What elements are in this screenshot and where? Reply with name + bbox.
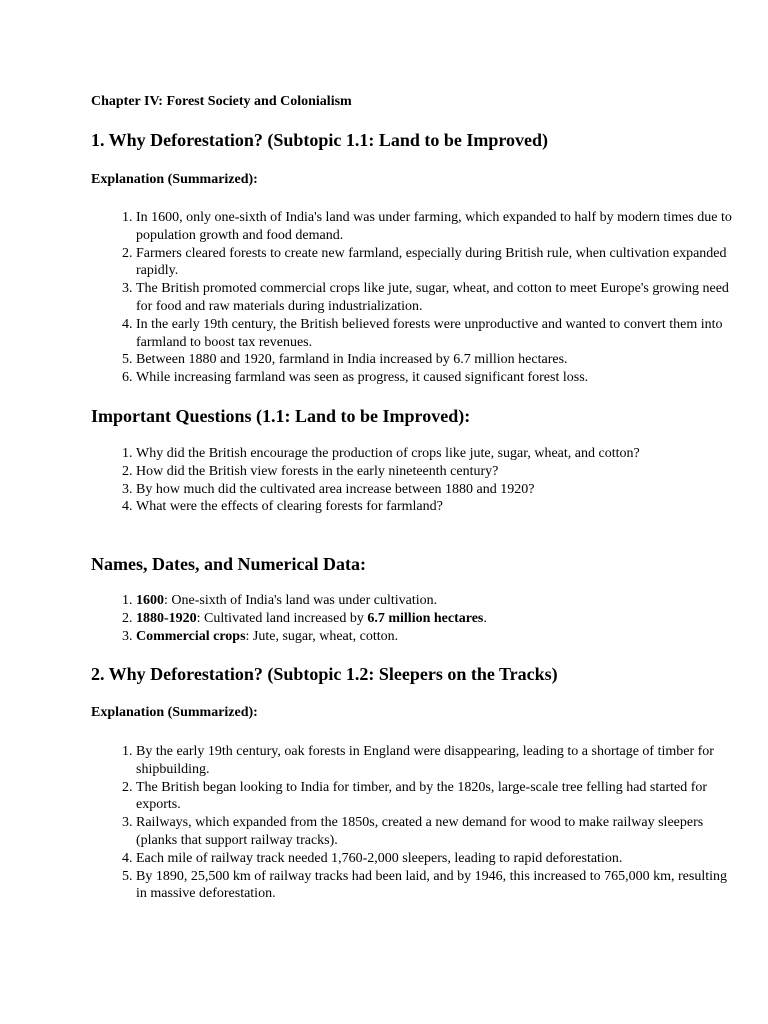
item-text: : One-sixth of India's land was under cultivation. <box>164 593 438 608</box>
list-item <box>136 592 736 610</box>
item-text: : Cultivated land increased by <box>196 610 368 626</box>
list-item: 6. While increasing farmland was seen as progress, it caused significant forest loss. <box>136 369 736 387</box>
bold-value: 6.7 million hectares <box>367 610 484 626</box>
section1-points <box>91 209 736 387</box>
item-end: . <box>483 610 487 626</box>
names-dates-list <box>91 592 736 645</box>
list-item: 5. Between 1880 and 1920, farmland in India increased by 6.7 million hectares. <box>136 351 736 369</box>
chapter-title: Chapter IV: Forest Society and Colonialism <box>91 94 352 109</box>
list-item: 1. By the early 19th century, oak forests in England were disappearing, leading to a shortage of timber for shipbuilding. <box>136 743 736 779</box>
section2-explanation-heading: Explanation (Summarized): <box>91 705 258 720</box>
list-item: 4. In the early 19th century, the British believed forests were unproductive and wanted to convert them into farmland to boost tax revenues. <box>136 316 736 352</box>
list-item: 4. Each mile of railway track needed 1,760-2,000 sleepers, leading to rapid deforestation. <box>136 850 736 868</box>
list-item: 1. Why did the British encourage the production of crops like jute, sugar, wheat, and cotton? <box>136 445 736 463</box>
list-item: 1. In 1600, only one-sixth of India's land was under farming, which expanded to half by modern times due to population growth and food demand. <box>136 209 736 245</box>
section1-title: 1. Why Deforestation? (Subtopic 1.1: Land to be Improved) <box>91 130 549 150</box>
list-item: 3. Railways, which expanded from the 1850s, created a new demand for wood to make railway sleepers (planks that support railway tracks). <box>136 814 736 850</box>
list-item: 5. By 1890, 25,500 km of railway tracks had been laid, and by 1946, this increased to 765,000 km, resulting in massive deforestation. <box>136 868 736 904</box>
list-item: 2. How did the British view forests in the early nineteenth century? <box>136 463 736 481</box>
section1-explanation-heading: Explanation (Summarized): <box>91 172 258 187</box>
list-item <box>136 628 736 646</box>
list-item <box>136 610 736 628</box>
questions-list <box>91 445 736 516</box>
list-item: 3. By how much did the cultivated area increase between 1880 and 1920? <box>136 481 736 499</box>
date-label: 1600 <box>136 593 164 608</box>
list-item: 4. What were the effects of clearing forests for farmland? <box>136 498 736 516</box>
questions-title: Important Questions (1.1: Land to be Improved): <box>91 406 471 426</box>
list-item: 3. The British promoted commercial crops like jute, sugar, wheat, and cotton to meet Europe's growing need for food and raw materials during industrialization. <box>136 280 736 316</box>
list-item: 2. The British began looking to India for timber, and by the 1820s, large-scale tree felling had started for exports. <box>136 779 736 815</box>
item-text: : Jute, sugar, wheat, cotton. <box>245 628 399 644</box>
date-label: 1880-1920 <box>136 610 197 626</box>
section2-points <box>91 743 736 903</box>
list-item: 2. Farmers cleared forests to create new farmland, especially during British rule, when cultivation expanded rapidly. <box>136 245 736 281</box>
names-dates-title: Names, Dates, and Numerical Data: <box>91 554 366 574</box>
crops-label: Commercial crops <box>136 628 246 644</box>
section2-title: 2. Why Deforestation? (Subtopic 1.2: Sleepers on the Tracks) <box>91 664 558 684</box>
